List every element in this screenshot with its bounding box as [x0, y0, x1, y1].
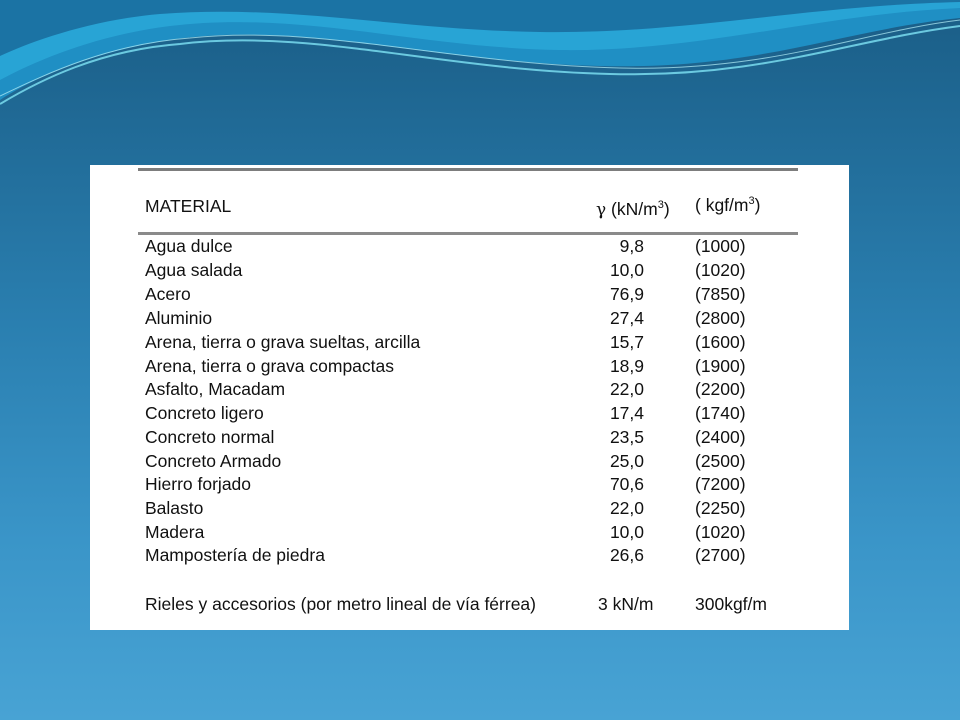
row-gamma: 18,9 [609, 356, 644, 376]
row-material: Arena, tierra o grava compactas [145, 356, 395, 376]
row-gamma: 22,0 [609, 498, 644, 518]
row-gamma: 17,4 [609, 403, 644, 423]
row-material: Acero [145, 284, 191, 304]
row-gamma: 26,6 [609, 545, 644, 565]
row-kgf: (7200) [695, 474, 746, 494]
kgf-unit-pre: ( kgf/m [695, 195, 749, 215]
gamma-symbol: γ [596, 200, 607, 220]
row-gamma: 23,5 [609, 427, 644, 447]
row-kgf: (1740) [695, 403, 746, 423]
row-gamma: 22,0 [609, 379, 644, 399]
row-kgf: (2250) [695, 498, 746, 518]
row-material: Madera [145, 522, 205, 542]
table-header-rule [138, 232, 798, 235]
kgf-unit-post: ) [754, 195, 761, 215]
row-gamma: 27,4 [609, 308, 644, 328]
decorative-wave-banner [0, 0, 960, 140]
footer-gamma: 3 kN/m [598, 594, 654, 614]
row-kgf: (1020) [695, 260, 746, 280]
kgf-unit-exp: 3 [748, 195, 755, 207]
row-kgf: (1600) [695, 332, 746, 352]
row-kgf: (1000) [695, 236, 746, 256]
row-kgf: (2700) [695, 545, 746, 565]
row-gamma: 25,0 [609, 451, 644, 471]
row-material: Arena, tierra o grava sueltas, arcilla [145, 332, 421, 352]
row-gamma: 10,0 [609, 522, 644, 542]
gamma-unit-post: ) [663, 199, 670, 219]
row-material: Hierro forjado [145, 474, 252, 494]
unit-weights-table-panel [90, 165, 849, 630]
row-kgf: (2200) [695, 379, 746, 399]
row-kgf: (2800) [695, 308, 746, 328]
row-material: Mampostería de piedra [145, 545, 325, 565]
row-material: Concreto ligero [145, 403, 264, 423]
row-material: Concreto Armado [145, 451, 282, 471]
row-gamma: 15,7 [609, 332, 644, 352]
row-kgf: (7850) [695, 284, 746, 304]
row-kgf: (1020) [695, 522, 746, 542]
footer-material: Rieles y accesorios (por metro lineal de vía férrea) [145, 594, 536, 614]
row-material: Agua dulce [145, 236, 233, 256]
row-kgf: (1900) [695, 356, 746, 376]
header-gamma-unit [596, 199, 670, 220]
row-gamma: 70,6 [609, 474, 644, 494]
gamma-unit-exp: 3 [657, 199, 664, 211]
row-material: Concreto normal [145, 427, 275, 447]
row-material: Balasto [145, 498, 204, 518]
row-kgf: (2400) [695, 427, 746, 447]
header-material: MATERIAL [145, 196, 232, 216]
row-gamma: 76,9 [609, 284, 644, 304]
gamma-unit-pre: (kN/m [611, 199, 658, 219]
row-kgf: (2500) [695, 451, 746, 471]
row-material: Aluminio [145, 308, 213, 328]
row-material: Agua salada [145, 260, 243, 280]
table-top-rule [138, 168, 798, 171]
row-material: Asfalto, Macadam [145, 379, 286, 399]
row-gamma: 9,8 [619, 236, 644, 256]
row-gamma: 10,0 [609, 260, 644, 280]
footer-kgf: 300kgf/m [695, 594, 767, 614]
header-kgf-unit [695, 195, 760, 215]
